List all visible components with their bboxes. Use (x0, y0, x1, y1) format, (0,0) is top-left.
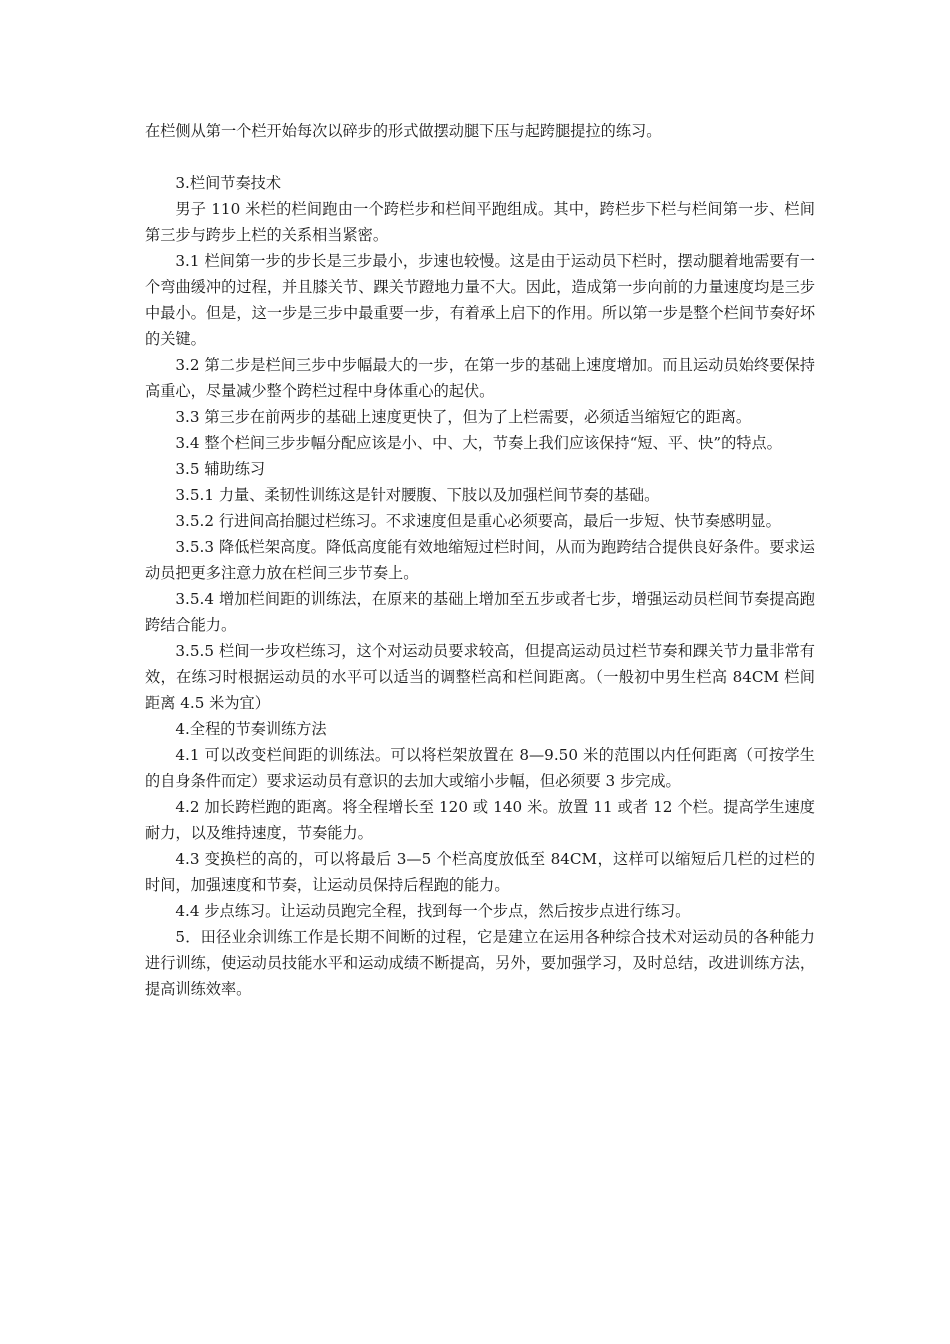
paragraph-4-4: 4.4 步点练习。让运动员跑完全程，找到每一个步点，然后按步点进行练习。 (175, 902, 691, 920)
paragraph-3-5-2: 3.5.2 行进间高抬腿过栏练习。不求速度但是重心必须要高，最后一步短、快节奏感明显。 (175, 512, 781, 530)
paragraph-4-1: 4.1 可以改变栏间距的训练法。可以将栏架放置在 8—9.50 米的范围以内任何距离（可按学生的自身条件而定）要求运动员有意识的去加大或缩小步幅，但必须要 3 步完成。 (145, 746, 815, 790)
paragraph-3-1: 3.1 栏间第一步的步长是三步最小，步速也较慢。这是由于运动员下栏时，摆动腿着地需要有一个弯曲缓冲的过程，并且膝关节、踝关节蹬地力量不大。因此，造成第一步向前的力量速度均是三步中最小。但是，这一步是三步中最重要一步，有着承上启下的作用。所以第一步是整个栏间节奏好坏的关键。 (145, 252, 815, 348)
document-body (145, 118, 815, 1002)
paragraph-4-3: 4.3 变换栏的高的，可以将最后 3—5 个栏高度放低至 84CM，这样可以缩短后几栏的过栏的时间，加强速度和节奏，让运动员保持后程跑的能力。 (145, 850, 815, 894)
paragraph-3-3: 3.3 第三步在前两步的基础上速度更快了，但为了上栏需要，必须适当缩短它的距离。 (175, 408, 752, 426)
paragraph-intro: 在栏侧从第一个栏开始每次以碎步的形式做摆动腿下压与起跨腿提拉的练习。 (145, 122, 662, 140)
paragraph-3-5-1: 3.5.1 力量、柔韧性训练这是针对腰腹、下肢以及加强栏间节奏的基础。 (175, 486, 660, 504)
paragraph-5: 5．田径业余训练工作是长期不间断的过程，它是建立在运用各种综合技术对运动员的各种能力进行训练，使运动员技能水平和运动成绩不断提高，另外，要加强学习，及时总结，改进训练方法，提高训练效率。 (145, 928, 815, 998)
section-heading-3-5: 3.5 辅助练习 (175, 460, 266, 478)
paragraph: 男子 110 米栏的栏间跑由一个跨栏步和栏间平跑组成。其中，跨栏步下栏与栏间第一步、栏间第三步与跨步上栏的关系相当紧密。 (145, 200, 815, 244)
paragraph-3-5-4: 3.5.4 增加栏间距的训练法，在原来的基础上增加至五步或者七步，增强运动员栏间节奏提高跑跨结合能力。 (145, 590, 815, 634)
paragraph-3-4: 3.4 整个栏间三步步幅分配应该是小、中、大，节奏上我们应该保持“短、平、快”的特点。 (175, 434, 782, 452)
paragraph-4-2: 4.2 加长跨栏跑的距离。将全程增长至 120 或 140 米。放置 11 或者 12 个栏。提高学生速度耐力，以及维持速度，节奏能力。 (145, 798, 815, 842)
paragraph-3-2: 3.2 第二步是栏间三步中步幅最大的一步，在第一步的基础上速度增加。而且运动员始终要保持高重心，尽量减少整个跨栏过程中身体重心的起伏。 (145, 356, 815, 400)
section-heading-4: 4.全程的节奏训练方法 (175, 720, 327, 738)
paragraph-3-5-5: 3.5.5 栏间一步攻栏练习，这个对运动员要求较高，但提高运动员过栏节奏和踝关节力量非常有效，在练习时根据运动员的水平可以适当的调整栏高和栏间距离。（一般初中男生栏高 84CM 栏间距离 4.5 米为宜） (145, 642, 815, 712)
paragraph-3-5-3: 3.5.3 降低栏架高度。降低高度能有效地缩短过栏时间，从而为跑跨结合提供良好条件。要求运动员把更多注意力放在栏间三步节奏上。 (145, 538, 815, 582)
section-heading-3: 3.栏间节奏技术 (175, 174, 282, 192)
